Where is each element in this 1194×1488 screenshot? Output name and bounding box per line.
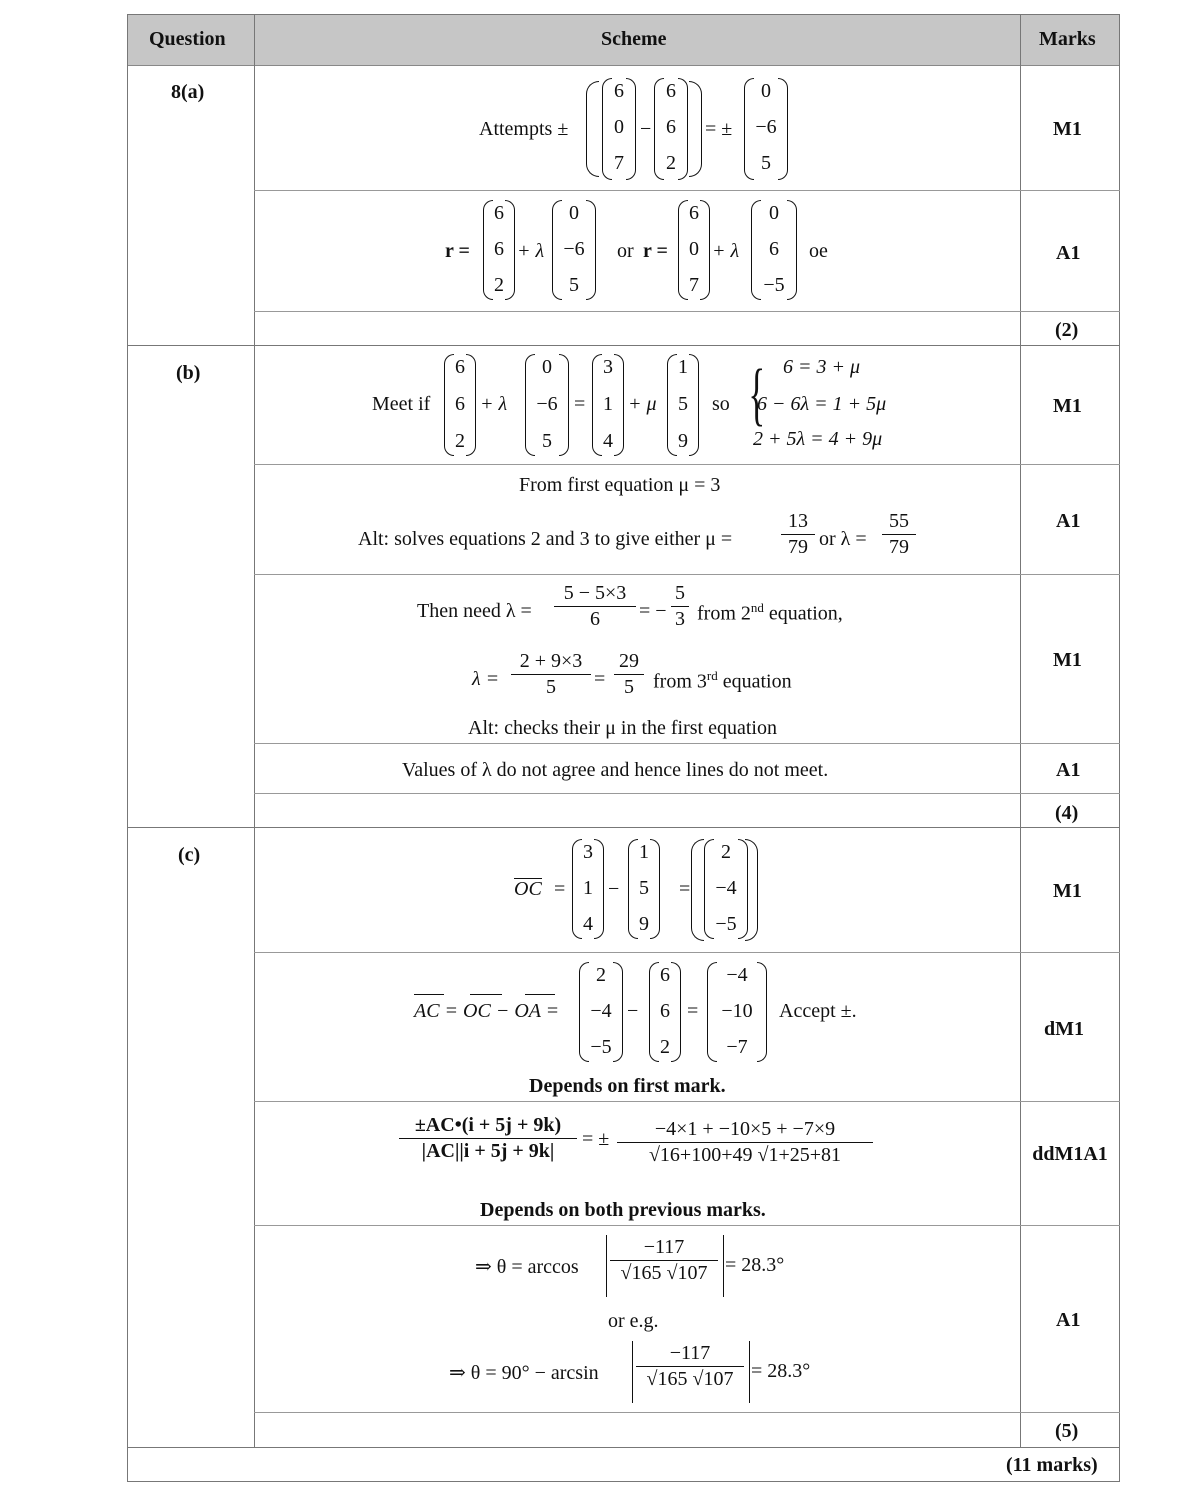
oc-vector-1: 3 1 4 [572,839,604,939]
vector-a1: 6 0 7 [602,78,636,180]
row-divider [254,743,1120,744]
mark-c2: dM1 [1044,1018,1084,1040]
plus-lambda: + λ [517,240,545,262]
row-divider [254,574,1120,575]
theta-fraction-1: −117 √165 √107 [610,1236,718,1285]
grand-total: (11 marks) [1006,1454,1098,1476]
meet-if-text: Meet if [372,393,431,415]
attempts-text: Attempts ± [479,118,569,140]
fraction-f1: 5 − 5×3 6 [554,582,636,631]
equals-pm: = ± [705,118,733,140]
oc-vector-2: 1 5 9 [628,839,660,939]
brace: { [748,356,766,433]
total-a: (2) [1055,319,1079,341]
lambda-equals: λ = [472,668,500,690]
vector-b1: 6 6 2 [444,354,476,456]
column-divider-2 [1020,14,1021,1447]
ac-vector-1: 2 −4 −5 [579,962,623,1062]
alt-solves-text: Alt: solves equations 2 and 3 to give either μ = [358,528,733,550]
r-label: r = [445,240,470,262]
row-divider [254,1101,1120,1102]
equals: = [574,393,586,415]
ac-arrow [414,994,444,995]
or-lambda-text: or λ = [819,528,867,550]
minus-sign: − [608,878,620,900]
from-2nd-text: from 2nd equation, [697,600,843,625]
ac-result: −4 −10 −7 [707,962,767,1062]
or-text: or [617,240,634,262]
oc-result: 2 −4 −5 [704,839,748,939]
table-border-left [127,14,128,1482]
oe-text: oe [809,240,828,262]
equals-pm: = ± [582,1128,610,1150]
vector-a-result: 0 −6 5 [744,78,788,180]
equals: = [687,1000,699,1022]
mark-a2: A1 [1056,242,1081,264]
vector-a2: 6 6 2 [654,78,688,180]
outer-paren-right [745,839,758,941]
oc-arrow [470,994,502,995]
mark-b1: M1 [1053,395,1082,417]
plus-lambda-2: + λ [712,240,740,262]
mark-scheme-table [127,14,1120,1482]
mark-b4: A1 [1056,759,1081,781]
fraction-f2: 5 3 [671,582,689,631]
fraction-lambda: 55 79 [882,510,916,559]
mark-c4: A1 [1056,1309,1081,1331]
oa-arrow [525,994,555,995]
vector-b4: 1 5 9 [667,354,699,456]
row-divider [254,190,1120,191]
mark-b3: M1 [1053,649,1082,671]
line-point-1: 6 6 2 [483,200,515,300]
header-question: Question [149,28,226,50]
equation-3: 2 + 5λ = 4 + 9μ [753,428,883,450]
question-label-b: (b) [176,362,201,384]
r-label-2: r = [643,240,668,262]
table-border-top [127,14,1120,15]
plus-mu: + μ [628,393,657,415]
row-divider [254,311,1120,312]
theta-fraction-2: −117 √165 √107 [636,1342,744,1391]
part-divider [127,1447,1120,1448]
vector-b3: 3 1 4 [592,354,624,456]
line-direction-2: 0 6 −5 [751,200,797,300]
calc-fraction: −4×1 + −10×5 + −7×9 √16+100+49 √1+25+81 [617,1118,873,1167]
question-label-8a: 8(a) [171,81,205,103]
mark-c1: M1 [1053,880,1082,902]
fraction-f3: 2 + 9×3 5 [511,650,591,699]
outer-paren-left [691,839,704,941]
theta-result-2: = 28.3° [751,1360,811,1382]
dot-product-fraction: ±AC•(i + 5j + 9k) |AC||i + 5j + 9k| [399,1114,577,1163]
fraction-mu: 13 79 [781,510,815,559]
line-point-2: 6 0 7 [678,200,710,300]
minus-sign: − [627,1000,639,1022]
row-divider [254,952,1120,953]
row-divider [254,464,1120,465]
equals: = [594,668,606,690]
question-label-c: (c) [178,844,201,866]
fraction-f4: 29 5 [614,650,644,699]
line-direction-1: 0 −6 5 [552,200,596,300]
equals: = [554,878,566,900]
table-border-right [1119,14,1120,1482]
theta-arcsin: ⇒ θ = 90° − arcsin [449,1362,599,1384]
theta-result-1: = 28.3° [725,1254,785,1276]
mark-a1: M1 [1053,118,1082,140]
depends-first-mark: Depends on first mark. [529,1075,726,1097]
equation-1: 6 = 3 + μ [783,356,861,378]
column-divider-1 [254,14,255,1447]
row-divider [254,1412,1120,1413]
accept-text: Accept ±. [779,1000,857,1022]
minus-sign: − [640,118,652,140]
oc-vector-label: OC [514,878,542,900]
outer-paren-left [586,81,599,177]
table-border-bottom [127,1481,1120,1482]
total-c: (5) [1055,1420,1079,1442]
from-3rd-text: from 3rd equation [653,668,792,693]
header-marks: Marks [1039,28,1096,50]
conclusion-text: Values of λ do not agree and hence lines do not meet. [402,759,829,781]
outer-paren-right [689,81,702,177]
vector-b2: 0 −6 5 [525,354,569,456]
row-divider [254,793,1120,794]
then-need-text: Then need λ = [417,600,532,622]
so-text: so [712,393,730,415]
ac-expression: AC = OC − OA = [414,1000,560,1022]
header-scheme: Scheme [601,28,667,50]
alt-checks-text: Alt: checks their μ in the first equation [468,717,777,739]
or-eg-text: or e.g. [608,1310,659,1332]
ac-vector-2: 6 6 2 [649,962,681,1062]
theta-arccos: ⇒ θ = arccos [475,1256,579,1278]
equals: = [679,878,691,900]
equals-minus: = − [639,600,667,622]
plus-lambda: + λ [480,393,508,415]
mark-c3: ddM1A1 [1032,1143,1108,1165]
depends-both-marks: Depends on both previous marks. [480,1199,766,1221]
mark-b2: A1 [1056,510,1081,532]
part-divider [127,827,1120,828]
total-b: (4) [1055,802,1079,824]
row-divider [254,1225,1120,1226]
first-equation-text: From first equation μ = 3 [519,474,721,496]
part-divider [127,345,1120,346]
equation-2: 6 − 6λ = 1 + 5μ [757,393,887,415]
